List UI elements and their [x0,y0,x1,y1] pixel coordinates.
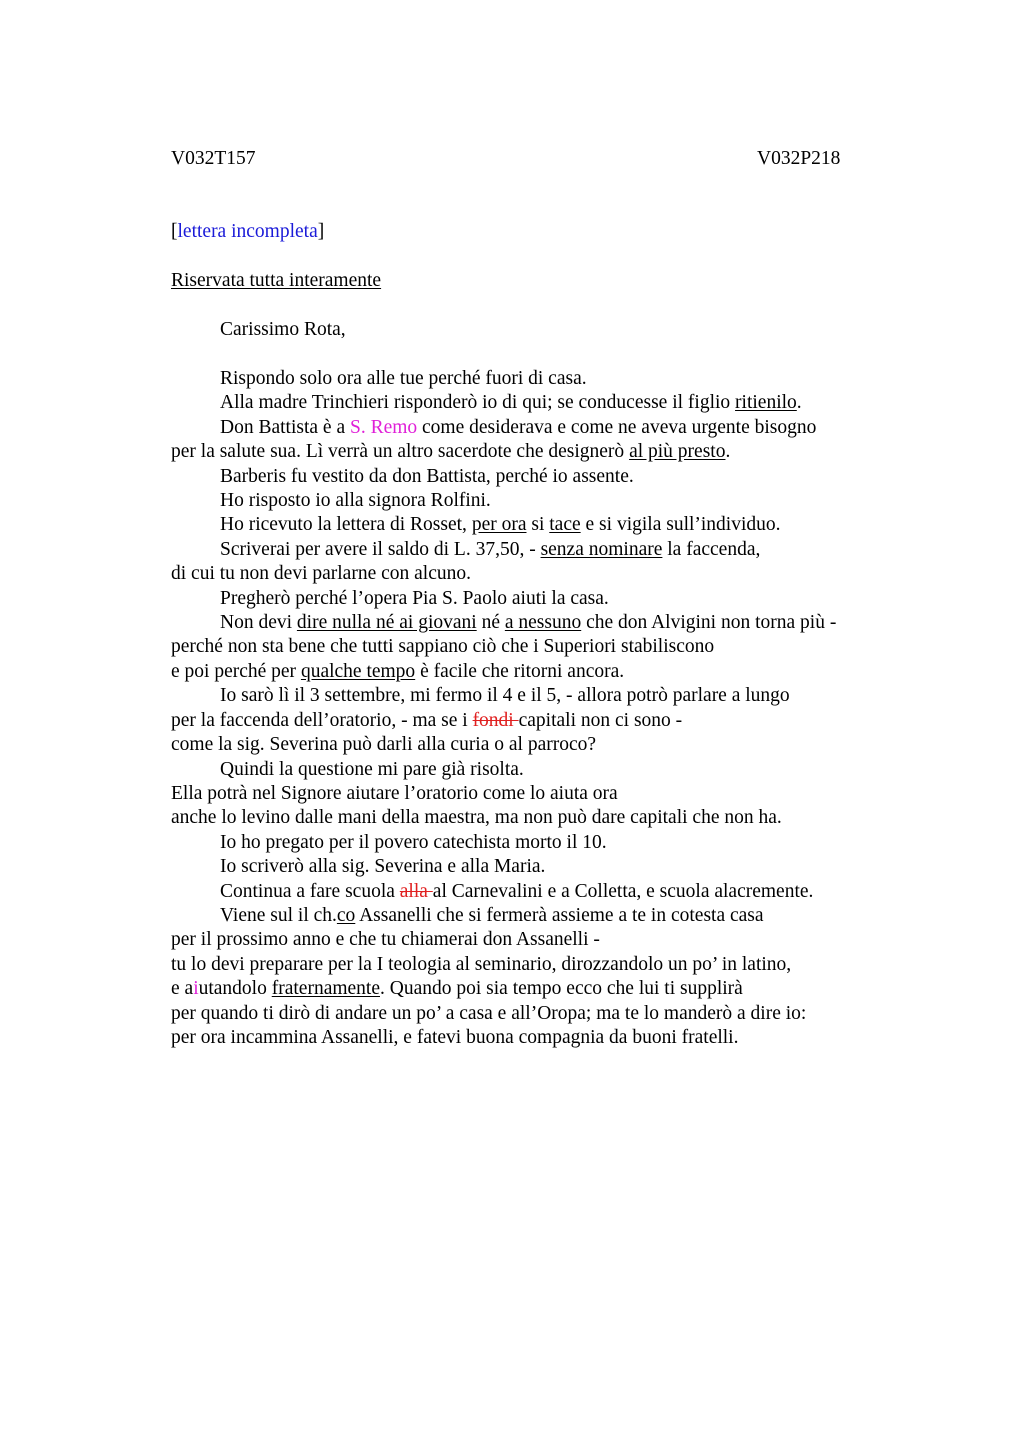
body-line: per ora incammina Assanelli, e fatevi buona compagnia da buoni fratelli. [171,1026,739,1048]
body-line: Alla madre Trinchieri risponderò io di qui; se conducesse il figlio ritienilo. [220,392,802,414]
deleted-text: alla [399,880,433,902]
document-code-left: V032T157 [171,148,256,169]
place-name: S. Remo [349,416,418,438]
body-line: e aiutandolo fraternamente. Quando poi sia tempo ecco che lui ti supplirà [171,978,743,1000]
body-line: Continua a fare scuola alla al Carnevalini e a Colletta, e scuola alacremente. [220,880,814,902]
body-line: Non devi dire nulla né ai giovani né a nessuno che don Alvigini non torna più - [220,612,837,634]
body-line: per quando ti dirò di andare un po’ a casa e all’Oropa; ma te lo manderò a dire io: [171,1002,807,1024]
body-line: per la faccenda dell’oratorio, - ma se i fondi capitali non ci sono - [171,709,683,731]
body-line: e poi perché per qualche tempo è facile che ritorni ancora. [171,660,625,682]
body-line: Don Battista è a S. Remo come desiderava e come ne aveva urgente bisogno [220,416,817,438]
deleted-text: fondi [472,709,519,731]
body-line: Ho ricevuto la lettera di Rosset, per ora si tace e si vigila sull’individuo. [220,514,781,536]
page-code-right: V032P218 [757,148,841,169]
salutation: Carissimo Rota, [220,319,346,340]
body-line: Ella potrà nel Signore aiutare l’oratorio come lo aiuta ora [171,782,618,804]
body-line: Scriverai per avere il saldo di L. 37,50, - senza nominare la faccenda, [220,538,761,560]
body-line: Io sarò lì il 3 settembre, mi fermo il 4 e il 5, - allora potrò parlare a lungo [220,685,790,707]
body-line: Rispondo solo ora alle tue perché fuori di casa. [220,368,587,389]
note-text: lettera incompleta [177,221,318,242]
body-line: di cui tu non devi parlarne con alcuno. [171,563,471,585]
body-line: per il prossimo anno e che tu chiamerai don Assanelli - [171,929,600,951]
body-line: Viene sul il ch.co Assanelli che si fermerà assieme a te in cotesta casa [220,904,764,926]
body-line: Pregherò perché l’opera Pia S. Paolo aiuti la casa. [220,587,609,609]
body-line: Barberis fu vestito da don Battista, perché io assente. [220,465,634,487]
body-line: perché non sta bene che tutti sappiano ciò che i Superiori stabiliscono [171,636,715,658]
editorial-note: [lettera incompleta] [171,221,325,242]
subtitle: Riservata tutta interamente [171,270,382,291]
body-line: per la salute sua. Lì verrà un altro sacerdote che designerò al più presto. [171,441,731,463]
body-line: come la sig. Severina può darli alla curia o al parroco? [171,734,597,756]
body-line: Io ho pregato per il povero catechista morto il 10. [220,831,607,853]
body-line: Quindi la questione mi pare già risolta. [220,758,524,780]
inserted-letter: i [193,978,199,1000]
body-line: tu lo devi preparare per la I teologia al seminario, dirozzandolo un po’ in latino, [171,953,792,975]
body-line: anche lo levino dalle mani della maestra, ma non può dare capitali che non ha. [171,807,782,829]
letter-body [171,367,836,1050]
body-line: Ho risposto io alla signora Rolfini. [220,490,491,512]
body-line: Io scriverò alla sig. Severina e alla Maria. [220,856,546,878]
